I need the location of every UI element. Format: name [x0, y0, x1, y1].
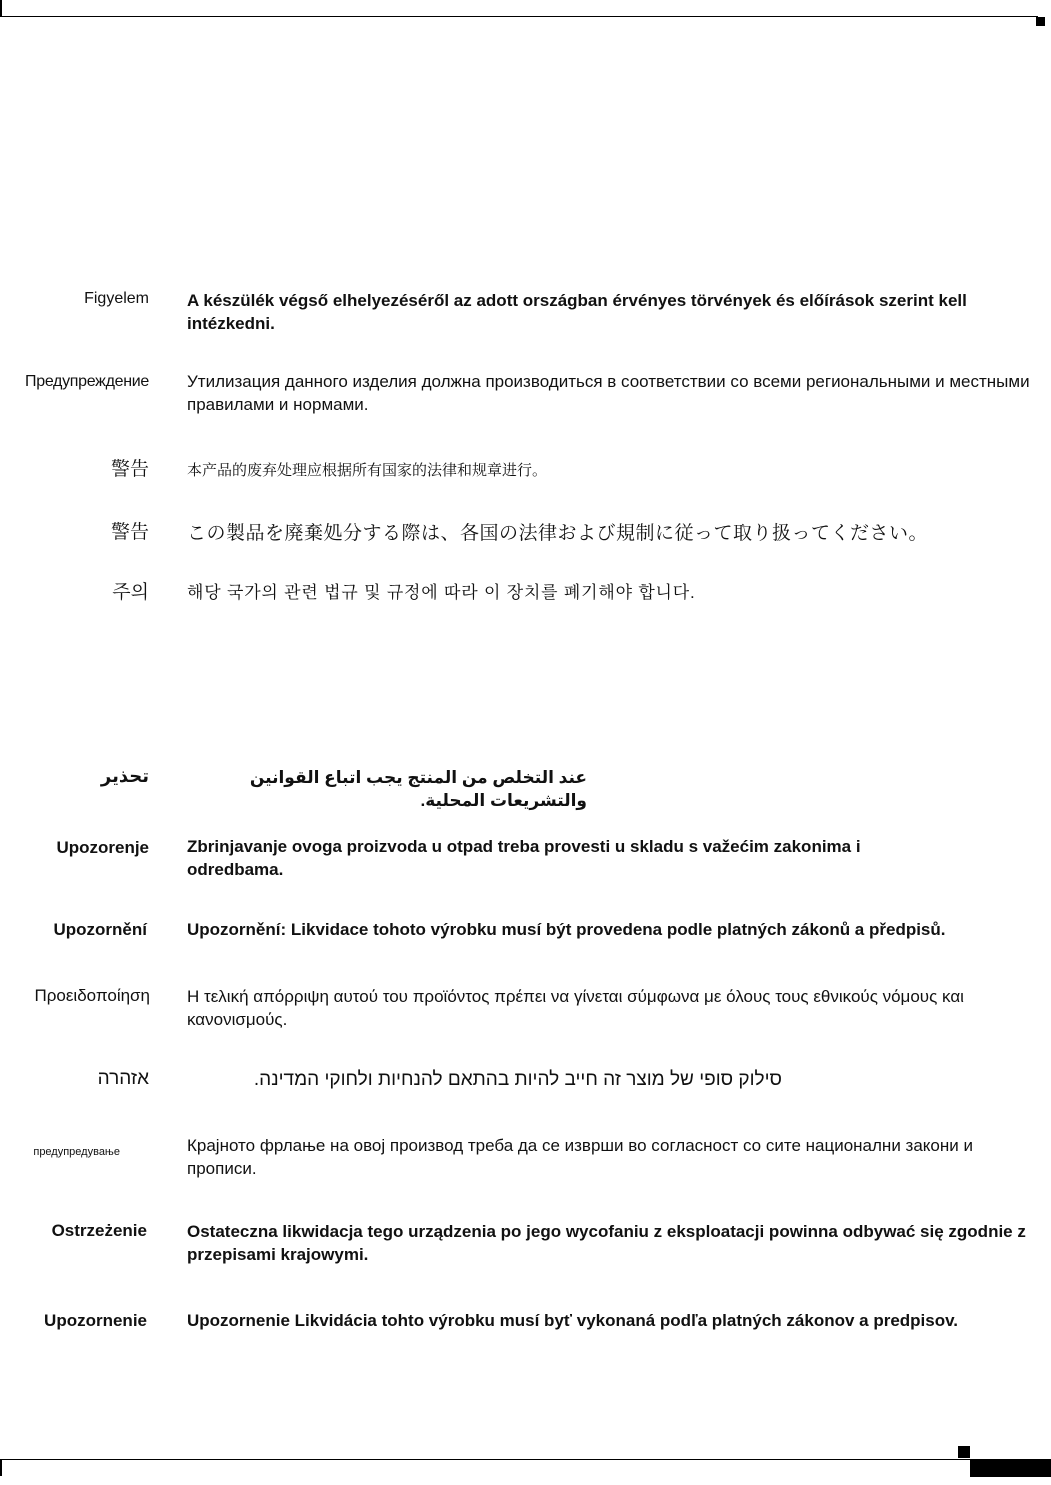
warning-label-polish: Ostrzeżenie: [51, 1221, 147, 1240]
warning-label-hungarian: Figyelem: [84, 290, 149, 307]
footer-left-tick: [0, 1460, 2, 1476]
warning-text-hungarian: A készülék végső elhelyezéséről az adott országban érvényes törvények és előírások szerint kell intézkedni.: [187, 291, 967, 333]
warning-text-japanese: この製品を廃棄処分する際は、各国の法律および規制に従って取り扱ってください。: [187, 523, 929, 544]
warning-label-slovak: Upozornenie: [44, 1311, 147, 1330]
warning-text-chinese: 本产品的废弃处理应根据所有国家的法律和规章进行。: [187, 462, 548, 479]
warning-text-russian: Утилизация данного изделия должна производиться в соответствии со всеми региональными и местными правилами и нормами.: [187, 372, 1030, 414]
warning-label-czech: Upozornění: [53, 920, 147, 939]
warning-label-hebrew: אזהרה: [97, 1068, 149, 1089]
footer-rule: [0, 1459, 1051, 1460]
header-left-tick: [0, 0, 2, 17]
warning-label-korean: 주의: [112, 582, 149, 603]
warning-label-greek: Προειδοποίηση: [34, 986, 150, 1005]
header-corner-marker: [1036, 17, 1045, 26]
warning-label-croatian: Upozorenje: [56, 838, 149, 857]
warning-text-hebrew: סילוק סופי של מוצר זה חייב להיות בהתאם להנחיות ולחוקי המדינה.: [253, 1069, 782, 1090]
warning-text-czech: Upozornění: Likvidace tohoto výrobku musí být provedena podle platných zákonů a předpisů.: [187, 920, 946, 939]
warning-label-arabic: تحذير: [100, 766, 149, 786]
warning-text-slovak: Upozornenie Likvidácia tohto výrobku musí byť vykonaná podľa platných zákonov a predpisov.: [187, 1311, 959, 1330]
warning-text-croatian: Zbrinjavanje ovoga proizvoda u otpad treba provesti u skladu s važećim zakonima i odredbama.: [187, 837, 861, 879]
warning-text-arabic: عند التخلص من المنتج يجب اتباع القوانين والتشريعات المحلية.: [249, 768, 587, 810]
header-rule: [0, 16, 1038, 17]
warning-text-macedonian: Крајното фрлање на овој производ треба да се изврши во согласност со сите национални закони и прописи.: [187, 1136, 973, 1178]
warning-label-japanese: 警告: [110, 522, 149, 543]
warning-label-chinese: 警告: [110, 459, 149, 480]
warning-text-greek: Η τελική απόρριψη αυτού του προϊόντος πρέπει να γίνεται σύμφωνα με όλους τους εθνικούς νόμους και κανονισμούς.: [187, 987, 964, 1029]
footer-page-tab: [970, 1460, 1051, 1477]
warning-label-macedonian: предупредување: [33, 1146, 120, 1158]
warning-label-russian: Предупреждение: [25, 373, 149, 390]
warning-text-polish: Ostateczna likwidacja tego urządzenia po jego wycofaniu z eksploatacji powinna odbywać się zgodnie z przepisami krajowymi.: [187, 1222, 1026, 1264]
warning-text-korean: 해당 국가의 관련 법규 및 규정에 따라 이 장치를 폐기해야 합니다.: [187, 583, 696, 602]
footer-marker: [958, 1446, 970, 1458]
